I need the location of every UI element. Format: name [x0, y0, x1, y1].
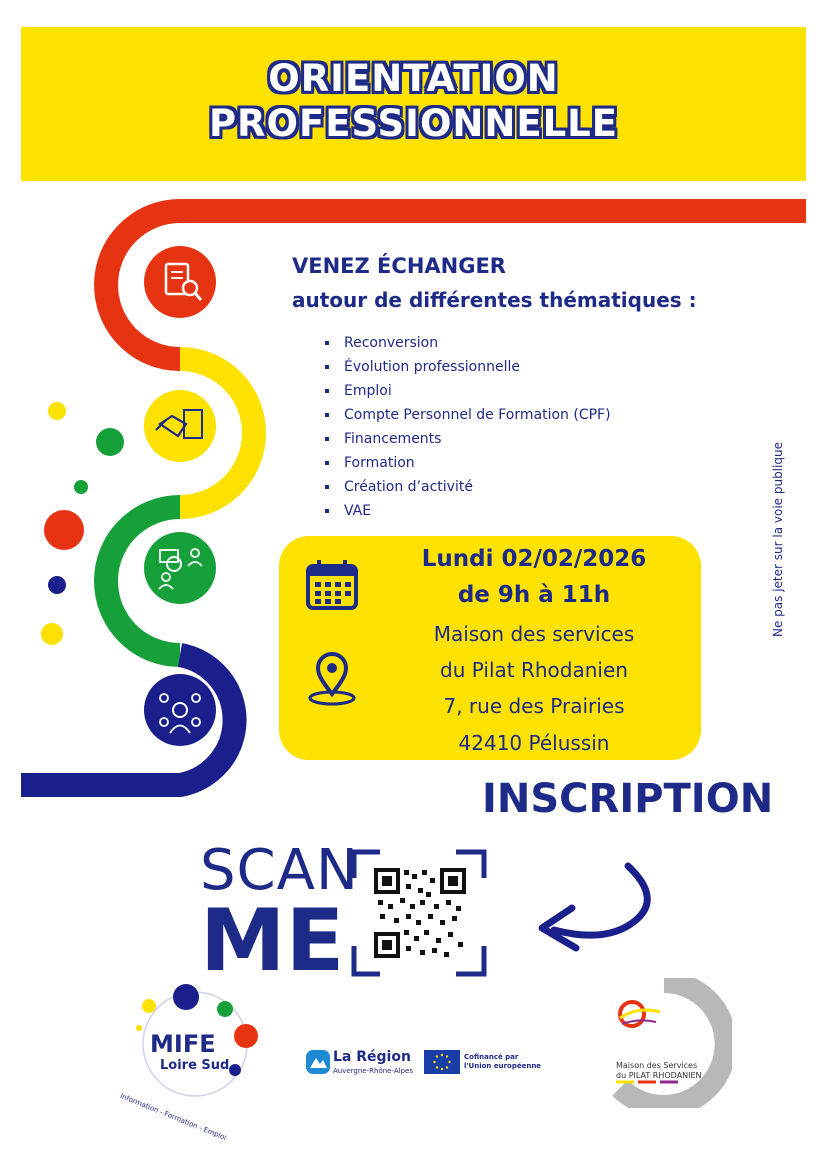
list-item: Reconversion	[322, 333, 611, 357]
title-line-1: ORIENTATION	[268, 57, 559, 100]
list-item: Évolution professionnelle	[322, 357, 611, 381]
inscription-heading: INSCRIPTION	[482, 776, 774, 822]
event-info-box	[279, 536, 701, 760]
location-pin-icon	[303, 650, 363, 710]
handshake-icon	[144, 390, 216, 462]
eu-flag-icon	[424, 1050, 460, 1074]
idea-people-icon	[144, 532, 216, 604]
document-search-icon	[144, 246, 216, 318]
mife-subtitle: Loire Sud	[160, 1058, 230, 1073]
topics-list	[322, 333, 611, 525]
intro-subheading: autour de différentes thématiques :	[292, 288, 697, 312]
qr-code-icon[interactable]	[350, 848, 490, 978]
region-logo-icon	[306, 1050, 330, 1074]
curved-arrow-icon	[532, 858, 662, 968]
event-address-line: Maison des services	[433, 622, 635, 646]
list-item: Création d’activité	[322, 477, 611, 501]
list-item: Emploi	[322, 381, 611, 405]
event-time: de 9h à 11h	[457, 582, 611, 608]
event-date: Lundi 02/02/2026	[421, 546, 647, 572]
network-people-icon	[144, 674, 216, 746]
msp-logo	[602, 978, 732, 1108]
scan-text: SCAN	[200, 838, 359, 903]
me-text: ME	[200, 891, 345, 991]
side-note: Ne pas jeter sur la voie publique	[771, 442, 785, 637]
event-address-line: 42410 Pélussin	[458, 731, 610, 755]
event-address-line: 7, rue des Prairies	[443, 694, 625, 718]
list-item: Financements	[322, 429, 611, 453]
region-name: La Région	[333, 1049, 411, 1065]
msp-name-line: du PILAT RHODANIEN	[616, 1071, 702, 1080]
title-line-2: PROFESSIONNELLE	[208, 102, 619, 145]
event-address-line: du Pilat Rhodanien	[440, 658, 628, 682]
list-item: Compte Personnel de Formation (CPF)	[322, 405, 611, 429]
list-item: VAE	[322, 501, 611, 525]
msp-name-line: Maison des Services	[616, 1061, 698, 1070]
mife-title: MIFE	[150, 1030, 216, 1058]
calendar-icon	[303, 556, 363, 616]
intro-heading: VENEZ ÉCHANGER	[292, 254, 506, 278]
region-subtitle: Auvergne-Rhône-Alpes	[333, 1067, 413, 1075]
mife-tagline: Information - Formation - Emploi	[119, 1092, 228, 1142]
list-item: Formation	[322, 453, 611, 477]
eu-text: Cofinancé par l'Union européenne	[464, 1053, 542, 1070]
